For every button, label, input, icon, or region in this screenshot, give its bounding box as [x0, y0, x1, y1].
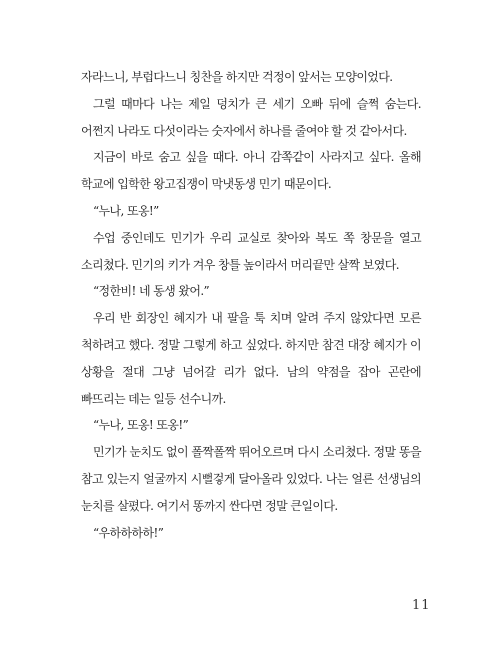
paragraph: 지금이 바로 숨고 싶을 때다. 아니 감쪽같이 사라지고 싶다. 올해 학교에 입학한 왕고집쟁이 막냇동생 민기 때문이다.	[81, 150, 421, 192]
body-text	[81, 64, 421, 546]
page-number: 11	[412, 598, 431, 613]
dialogue-line: “우하하하하!”	[93, 525, 164, 540]
paragraph: 민기가 눈치도 없이 폴짝폴짝 뛰어오르며 다시 소리쳤다. 정말 똥을 참고 있는지 얼굴까지 시뻘겋게 달아올라 있었다. 나는 얼른 선생님의 눈치를 살폈다. 여기서 똥까지 싼다면 정말 큰일이다.	[81, 445, 421, 513]
paragraph: 그럴 때마다 나는 제일 덩치가 큰 세기 오빠 뒤에 슬쩍 숨는다. 어쩐지 나라도 다섯이라는 숫자에서 하나를 줄여야 할 것 같아서다.	[81, 96, 421, 138]
paragraph: 우리 반 회장인 혜지가 내 팔을 툭 치며 알려 주지 않았다면 모른 척하려고 했다. 정말 그렇게 하고 싶었다. 하지만 참견 대장 혜지가 이 상황을 절대 그냥 넘어갈 리가 없다. 남의 약점을 잡아 곤란에 빠뜨리는 데는 일등 선수니까.	[81, 311, 421, 406]
dialogue-line: “누나, 또옹! 또옹!”	[93, 418, 189, 433]
paragraph: 수업 중인데도 민기가 우리 교실로 찾아와 복도 쪽 창문을 열고 소리쳤다. 민기의 키가 겨우 창틀 높이라서 머리끝만 살짝 보였다.	[81, 230, 421, 272]
paragraph: 자라느니, 부럽다느니 칭찬을 하지만 걱정이 앞서는 모양이었다.	[81, 70, 393, 84]
dialogue-line: “정한비! 네 동생 왔어.”	[93, 284, 210, 299]
dialogue-line: “누나, 또옹!”	[93, 203, 159, 218]
